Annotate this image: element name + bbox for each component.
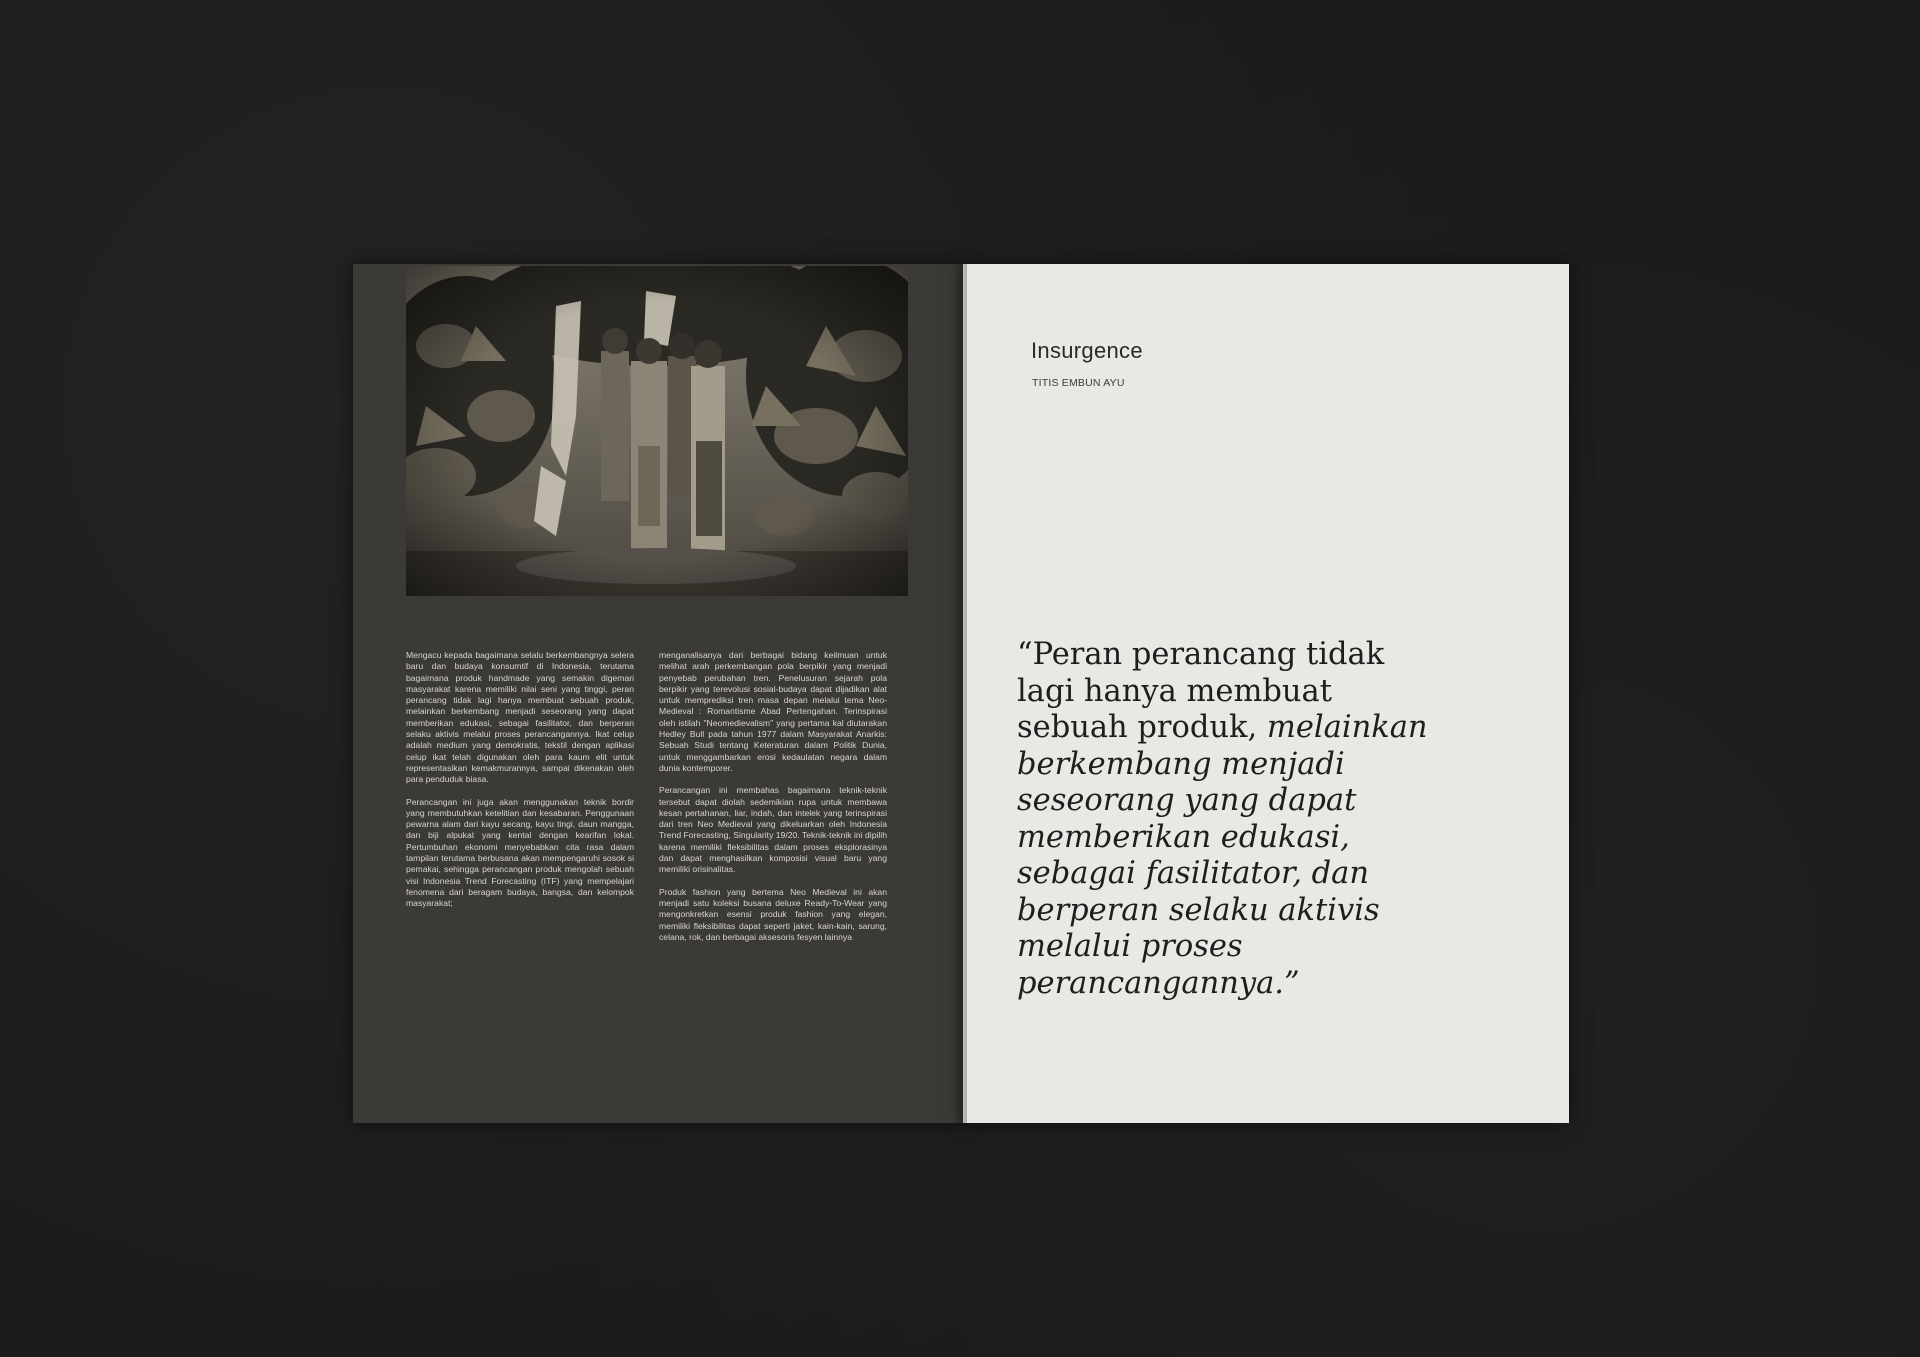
paragraph: Perancangan ini juga akan menggunakan teknik bordir yang membutuhkan ketelitian dan kesabaran. Penggunaan pewarna alam dari kayu secang, kayu tingi, daun mangga, dan biji alpukat yang kental dengan kearifan lokal. Pertumbuhan ekonomi menyebabkan cita rasa dalam tampilan terutama berbusana akan mempengaruhi sosok si pemakai, sehingga perancangan produk mengolah sebuah visi Indonesia Trend Forecasting (ITF) yang mempelajari fenomena dari beragam budaya, bangsa, dan kelompok masyarakat; [406, 796, 634, 909]
paragraph: Mengacu kepada bagaimana selalu berkembangnya selera baru dan budaya konsumtif di Indonesia, terutama bagaimana produk handmade yang semakin digemari masyarakat karena memiliki nilai seni yang tinggi, peran perancang tidak lagi hanya membuat sebuah produk, melainkan berkembang menjadi seseorang yang dapat memberikan edukasi, sebagai fasilitator, dan berperan selaku aktivis melalui proses perancangannya. Ikat celup adalah medium yang demokratis, tekstil dengan aplikasi celup ikat telah digunakan oleh para kaum elit untuk representasikan kemakmurannya, sampai dikenakan oleh para penduduk biasa. [406, 650, 634, 785]
quote-regular-text: “Peran perancang tidak lagi hanya membuat sebuah produk, [1017, 637, 1385, 745]
body-column-1 [406, 650, 634, 921]
left-page [353, 264, 964, 1123]
pull-quote [1017, 637, 1437, 1002]
article-title: Insurgence [1031, 338, 1143, 363]
photo [406, 266, 908, 596]
paragraph: Perancangan ini membahas bagaimana teknik-teknik tersebut dapat diolah sedemikian rupa untuk membawa kesan pertahanan, liar, indah, dan intelek yang terinspirasi dari tren Neo Medieval yang dikeluarkan oleh Indonesia Trend Forecasting, Singularity 19/20. Teknik-teknik ini dipilih karena memiliki fleksibilitas dalam proses eksplorasinya dan dapat menghasilkan komposisi visual baru yang memiliki orisinalitas. [659, 785, 887, 875]
right-page [963, 264, 1569, 1123]
paragraph: menganalisanya dari berbagai bidang keilmuan untuk melihat arah perkembangan pola berpikir yang menjadi penyebab perubahan tren. Penelusuran sejarah pola berpikir yang terevolusi sosial-budaya dapat dijadikan alat untuk memprediksi tren masa depan melalui tema Neo- Medieval : Romantisme Abad Pertengahan. Terinspirasi oleh istilah "Neomedievalism" yang pertama kal diutarakan Hedley Bull pada tahun 1977 dalam Masyarakat Anarkis: Sebuah Studi tentang Keteraturan dalam Politik Dunia, untuk menggambarkan erosi kedaulatan negara dalam dunia kontemporer. [659, 650, 887, 773]
quote-close-mark: ” [1284, 965, 1300, 1001]
quote-italic-text: melainkan berkembang menjadi seseorang yang dapat memberikan edukasi, sebagai fasilitator, dan berperan selaku aktivis melalui proses perancangannya. [1017, 710, 1428, 1001]
magazine-spread [353, 264, 1568, 1123]
paragraph: Produk fashion yang bertema Neo Medieval ini akan menjadi satu koleksi busana deluxe Ready-To-Wear yang mengonkretkan esensi produk fashion yang elegan, memiliki fleksibilitas dapat seperti jaket, kain-kain, sarung, celana, rok, dan berbagai aksesoris fesyen lainnya [659, 886, 887, 942]
body-column-2 [659, 650, 887, 954]
gutter-shadow [953, 264, 967, 1123]
author-name: TITIS EMBUN AYU [1032, 377, 1125, 389]
foliage-photo-graphic [406, 266, 908, 596]
